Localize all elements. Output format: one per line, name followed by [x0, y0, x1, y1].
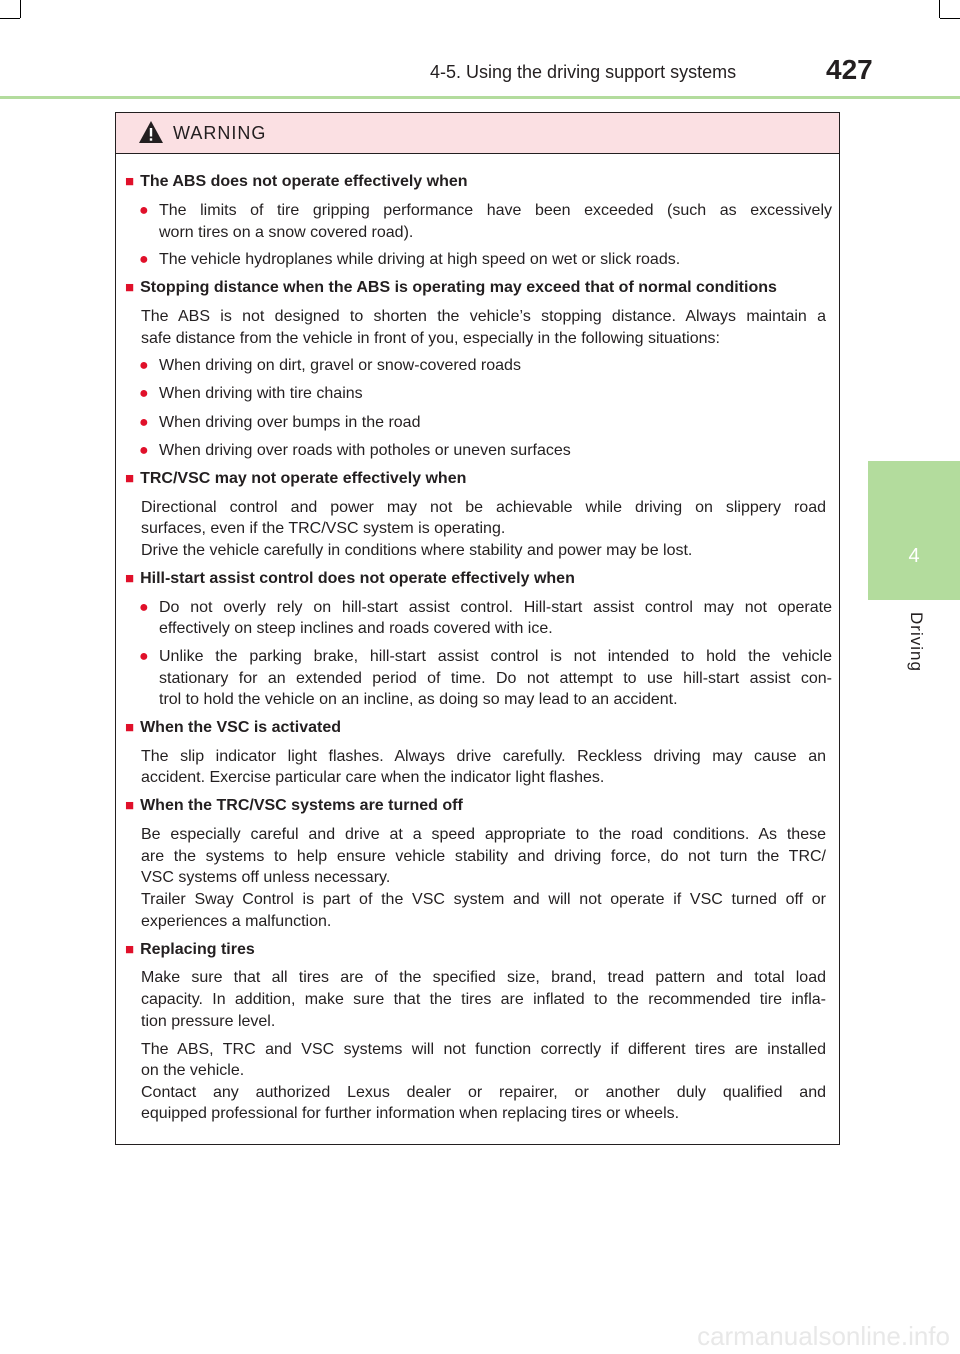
- list-item-line: stationary for an extended period of time. Do not attempt to use hill-start assist con-: [159, 670, 832, 687]
- list-item: [139, 441, 155, 461]
- list-item-line: The limits of tire gripping performance have been exceeded (such as excessively: [159, 202, 832, 219]
- body-line: Trailer Sway Control is part of the VSC system and will not operate if VSC turned off or: [141, 891, 826, 908]
- list-bullet: ●: [139, 599, 149, 616]
- body-line: experiences a malfunction.: [141, 913, 332, 930]
- body-line: VSC systems off unless necessary.: [141, 869, 391, 886]
- chapter-number: 4: [908, 545, 920, 567]
- body-line: The ABS is not designed to shorten the vehicle’s stopping distance. Always maintain a: [141, 308, 826, 325]
- body-line: Contact any authorized Lexus dealer or repairer, or another duly qualified and: [141, 1084, 826, 1101]
- section-heading: ■ When the TRC/VSC systems are turned off: [125, 797, 463, 814]
- list-item-line: The vehicle hydroplanes while driving at high speed on wet or slick roads.: [159, 251, 681, 268]
- heading-bullet: ■: [125, 797, 135, 814]
- chapter-label: Driving: [907, 612, 926, 672]
- section-heading: ■ When the VSC is activated: [125, 719, 341, 736]
- body-line: Make sure that all tires are of the specified size, brand, tread pattern and total load: [141, 969, 826, 986]
- body-line: tion pressure level.: [141, 1013, 276, 1030]
- section-heading: ■ TRC/VSC may not operate effectively when: [125, 470, 467, 487]
- heading-bullet: ■: [125, 470, 135, 487]
- crop-mark: [0, 18, 20, 19]
- list-item: [139, 250, 155, 270]
- list-item-line: Unlike the parking brake, hill-start assist control is not intended to hold the vehicle: [159, 648, 832, 665]
- body-line: Directional control and power may not be achievable while driving on slippery road: [141, 499, 826, 516]
- section-heading: ■ Replacing tires: [125, 941, 255, 958]
- list-item-line: worn tires on a snow covered road).: [159, 224, 414, 241]
- body-line: The ABS, TRC and VSC systems will not function correctly if different tires are installed: [141, 1041, 826, 1058]
- body-line: equipped professional for further information when replacing tires or wheels.: [141, 1105, 680, 1122]
- crop-mark: [20, 0, 21, 18]
- list-item: [139, 647, 155, 667]
- body-line: Be especially careful and drive at a speed appropriate to the road conditions. As these: [141, 826, 826, 843]
- body-line: surfaces, even if the TRC/VSC system is operating.: [141, 520, 506, 537]
- body-line: safe distance from the vehicle in front of you, especially in the following situations:: [141, 330, 720, 347]
- body-line: accident. Exercise particular care when the indicator light flashes.: [141, 769, 605, 786]
- body-line: The slip indicator light flashes. Always drive carefully. Reckless driving may cause an: [141, 748, 826, 765]
- heading-bullet: ■: [125, 279, 135, 296]
- list-item-line: effectively on steep inclines and roads covered with ice.: [159, 620, 553, 637]
- warning-title: WARNING: [173, 123, 267, 143]
- body-line: are the systems to help ensure vehicle stability and driving force, do not turn the TRC/: [141, 848, 826, 865]
- list-bullet: ●: [139, 251, 149, 268]
- page-number: 427: [826, 54, 873, 85]
- list-item: [139, 598, 155, 618]
- list-bullet: ●: [139, 648, 149, 665]
- list-bullet: ●: [139, 442, 149, 459]
- heading-bullet: ■: [125, 173, 135, 190]
- list-item-line: When driving over bumps in the road: [159, 414, 421, 431]
- body-line: Drive the vehicle carefully in conditions where stability and power may be lost.: [141, 542, 693, 559]
- list-item-line: When driving over roads with potholes or uneven surfaces: [159, 442, 571, 459]
- chapter-tab: [868, 461, 960, 600]
- list-bullet: ●: [139, 385, 149, 402]
- section-heading: ■ Stopping distance when the ABS is operating may exceed that of normal conditions: [125, 279, 777, 296]
- list-item: [139, 413, 155, 433]
- watermark: carmanualsonline.info: [697, 1321, 950, 1351]
- list-item-line: Do not overly rely on hill-start assist control. Hill-start assist control may not operate: [159, 599, 832, 616]
- header-rule: [0, 96, 960, 99]
- list-item: [139, 356, 155, 376]
- warning-triangle-icon: [138, 120, 164, 144]
- list-item-line: trol to hold the vehicle on an incline, as doing so may lead to an accident.: [159, 691, 678, 708]
- list-item: [139, 384, 155, 404]
- section-heading: ■ The ABS does not operate effectively when: [125, 173, 468, 190]
- body-line: on the vehicle.: [141, 1062, 245, 1079]
- list-item-line: When driving on dirt, gravel or snow-covered roads: [159, 357, 521, 374]
- warning-header: [116, 113, 839, 154]
- section-title: 4-5. Using the driving support systems: [430, 62, 737, 82]
- heading-bullet: ■: [125, 719, 135, 736]
- section-heading: ■ Hill-start assist control does not operate effectively when: [125, 570, 575, 587]
- list-bullet: ●: [139, 414, 149, 431]
- crop-mark: [940, 18, 960, 19]
- body-line: capacity. In addition, make sure that the tires are inflated to the recommended tire infla-: [141, 991, 826, 1008]
- list-bullet: ●: [139, 357, 149, 374]
- heading-bullet: ■: [125, 570, 135, 587]
- list-bullet: ●: [139, 202, 149, 219]
- list-item: [139, 201, 155, 221]
- heading-bullet: ■: [125, 941, 135, 958]
- list-item-line: When driving with tire chains: [159, 385, 363, 402]
- crop-mark: [939, 0, 940, 18]
